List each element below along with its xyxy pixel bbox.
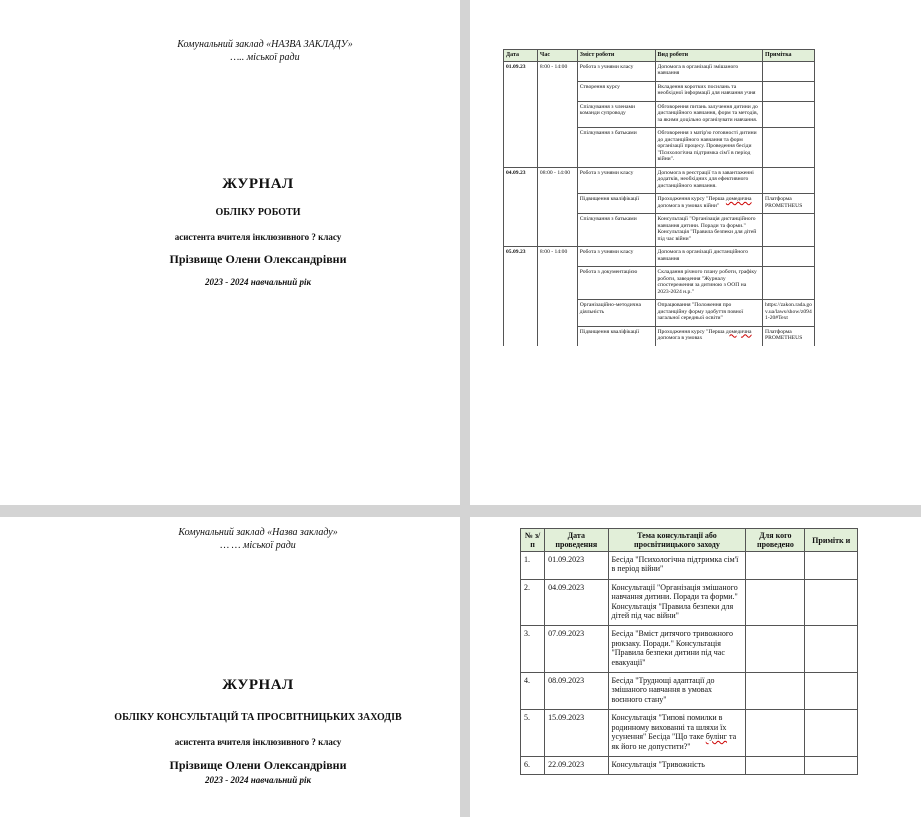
cell-time	[537, 101, 577, 128]
journal-title: ЖУРНАЛ	[222, 677, 294, 693]
cell-time	[537, 194, 577, 214]
header-date: Дата	[504, 50, 538, 62]
page-divider	[460, 517, 470, 817]
person-name: Прізвище Олени Олександрівни	[169, 758, 347, 772]
assistant-role: асистента вчителя інклюзивного ? класу	[174, 232, 342, 242]
page-divider-horizontal	[0, 505, 921, 517]
cell-time	[537, 267, 577, 300]
cell-note	[763, 214, 815, 247]
cell-note: Платформа PROMETHEUS	[763, 194, 815, 214]
person-name: Прізвище Олени Олександрівни	[169, 252, 347, 266]
cell-content: Робота з учнями класу	[577, 61, 655, 81]
journal-title: ЖУРНАЛ	[222, 176, 294, 192]
cell-date: 08.09.2023	[545, 673, 608, 710]
cell-kind: Допомога в реєстрації та в завантаженні додатків, необхідних для ефективного дистанційного навчання.	[655, 167, 763, 194]
table-row	[521, 710, 858, 757]
cell-kind: Обговорення з матір'ю готовності дитини до дистанційного навчання та форм організації процесу. Проведення бесіди "Психологічна підтримка сім'ї в період війни".	[655, 128, 763, 168]
table-row	[504, 194, 815, 214]
cell-number: 3.	[521, 626, 545, 673]
cell-content: Спілкування з членами команди супроводу	[577, 101, 655, 128]
cell-date: 01.09.23	[504, 61, 538, 81]
cell-number: 6.	[521, 756, 545, 774]
cell-kind: Проходження курсу "Перша домедична допомога в умовах війни"	[655, 194, 763, 214]
table-row	[504, 81, 815, 101]
table-row	[504, 214, 815, 247]
cell-audience	[746, 710, 805, 757]
page-cover-work-log	[0, 0, 460, 505]
table-header-row	[504, 50, 815, 62]
cell-notes	[805, 626, 858, 673]
cell-time	[537, 128, 577, 168]
cell-note	[763, 81, 815, 101]
cell-date	[504, 101, 538, 128]
table-row	[521, 579, 858, 626]
cell-notes	[805, 673, 858, 710]
institution-line-2: … … міської ради	[220, 540, 296, 551]
cell-number: 1.	[521, 552, 545, 580]
cell-time: 08:00 - 14:00	[537, 167, 577, 194]
cell-audience	[746, 552, 805, 580]
cell-date: 04.09.2023	[545, 579, 608, 626]
table-row	[521, 626, 858, 673]
cell-note	[763, 61, 815, 81]
consultations-table	[520, 528, 858, 775]
cell-time	[537, 214, 577, 247]
cell-time	[537, 326, 577, 346]
cell-content: Спілкування з батьками	[577, 128, 655, 168]
table-row	[504, 167, 815, 194]
header-time: Час	[537, 50, 577, 62]
cell-note	[763, 167, 815, 194]
cell-kind: Складання річного плану роботи, графіку роботи, заведення "Журналу спостереження за дитиною з ООП на 2023-2024 н.р."	[655, 267, 763, 300]
cell-content: Створення курсу	[577, 81, 655, 101]
cell-date	[504, 214, 538, 247]
journal-subtitle: ОБЛІКУ КОНСУЛЬТАЦІЙ ТА ПРОСВІТНИЦЬКИХ ЗАХОДІВ	[114, 712, 402, 723]
cell-date: 15.09.2023	[545, 710, 608, 757]
assistant-role: асистента вчителя інклюзивного ? класу	[174, 737, 342, 747]
cell-kind: Допомога в організації змішаного навчання	[655, 61, 763, 81]
cell-note	[763, 128, 815, 168]
header-topic: Тема консультації або просвітницького заходу	[608, 529, 746, 552]
table-row	[504, 267, 815, 300]
cell-date: 04.09.23	[504, 167, 538, 194]
cell-content: Підвищення кваліфікації	[577, 326, 655, 346]
institution-line-1: Комунальний заклад «Назва закладу»	[178, 527, 338, 538]
cell-date	[504, 194, 538, 214]
cell-audience	[746, 579, 805, 626]
cell-audience	[746, 756, 805, 774]
cell-content: Спілкування з батьками	[577, 214, 655, 247]
cell-topic: Консультація "Тривожність	[608, 756, 746, 774]
institution-line-2: ….. міської ради	[230, 52, 300, 63]
cell-notes	[805, 579, 858, 626]
journal-subtitle: ОБЛІКУ РОБОТИ	[215, 207, 301, 218]
cell-kind: Консультації "Організація дистанційного навчання дитини. Поради та форми." Консультація "Правила безпеки для дітей під час війни"	[655, 214, 763, 247]
cell-note	[763, 101, 815, 128]
cell-time	[537, 300, 577, 327]
cell-note: Платформа PROMETHEUS	[763, 326, 815, 346]
cell-topic: Бесіда "Вміст дитячого тривожного рюкзаку. Поради." Консультація "Правила безпеки дитини під час евакуації"	[608, 626, 746, 673]
header-audience: Для кого проведено	[746, 529, 805, 552]
table-row	[504, 326, 815, 346]
cell-date	[504, 300, 538, 327]
table-header-row	[521, 529, 858, 552]
header-date: Дата проведення	[545, 529, 608, 552]
cell-date	[504, 326, 538, 346]
cell-content: Робота з документацією	[577, 267, 655, 300]
cell-note	[763, 247, 815, 267]
cell-date: 01.09.2023	[545, 552, 608, 580]
cell-number: 4.	[521, 673, 545, 710]
table-row	[504, 101, 815, 128]
cell-note: https://zakon.rada.gov.ua/laws/show/z0941-20#Text	[763, 300, 815, 327]
table-row	[504, 300, 815, 327]
cell-time	[537, 81, 577, 101]
cell-kind: Вкладення коротких посилань та необхідної інформації для навчання учня	[655, 81, 763, 101]
cell-topic: Бесіда "Психологічна підтримка сім'ї в період війни"	[608, 552, 746, 580]
cell-kind: Обговорення питань залучення дитини до дистанційного навчання, форм та методів, за якими доцільно організувати навчання.	[655, 101, 763, 128]
page-divider	[460, 0, 470, 505]
cell-kind: Допомога в організації дистанційного навчання	[655, 247, 763, 267]
header-number: № з/п	[521, 529, 545, 552]
cell-note	[763, 267, 815, 300]
table-row	[521, 673, 858, 710]
cell-notes	[805, 710, 858, 757]
table-row	[504, 128, 815, 168]
table-row	[504, 247, 815, 267]
header-kind: Вид роботи	[655, 50, 763, 62]
header-content: Зміст роботи	[577, 50, 655, 62]
cell-time: 8:00 - 14:00	[537, 61, 577, 81]
cell-date: 22.09.2023	[545, 756, 608, 774]
cell-date	[504, 128, 538, 168]
cell-number: 2.	[521, 579, 545, 626]
header-notes: Примітк и	[805, 529, 858, 552]
page-cover-consultations	[0, 517, 460, 817]
cell-content: Організаційно-методична діяльність	[577, 300, 655, 327]
cell-notes	[805, 552, 858, 580]
cell-date: 05.09.23	[504, 247, 538, 267]
cell-date	[504, 267, 538, 300]
cell-content: Робота з учнями класу	[577, 247, 655, 267]
cell-date: 07.09.2023	[545, 626, 608, 673]
cell-topic: Консультація "Типові помилки в родинному вихованні та шляхи їх усунення" Бесіда "Що таке булінг та як його не допустити?"	[608, 710, 746, 757]
table-row	[504, 61, 815, 81]
cell-number: 5.	[521, 710, 545, 757]
cell-topic: Консультації "Організація змішаного навчання дитини. Поради та форми." Консультація "Правила безпеки для дітей під час війни"	[608, 579, 746, 626]
academic-year: 2023 - 2024 навчальний рік	[204, 775, 312, 785]
cell-topic: Бесіда "Труднощі адаптації до змішаного навчання в умовах воєнного стану"	[608, 673, 746, 710]
cell-kind: Проходження курсу "Перша домедична допомога в умовах	[655, 326, 763, 346]
table-row	[521, 552, 858, 580]
cell-notes	[805, 756, 858, 774]
cell-kind: Опрацювання "Положення про дистанційну форму здобуття повної загальної середньої освіти"	[655, 300, 763, 327]
cell-audience	[746, 673, 805, 710]
cell-time: 8:00 - 14:00	[537, 247, 577, 267]
work-log-table	[503, 49, 815, 346]
cell-audience	[746, 626, 805, 673]
academic-year: 2023 - 2024 навчальний рік	[204, 277, 312, 287]
cell-content: Підвищення кваліфікації	[577, 194, 655, 214]
table-row	[521, 756, 858, 774]
institution-line-1: Комунальний заклад «НАЗВА ЗАКЛАДУ»	[177, 39, 353, 50]
cell-content: Робота з учнями класу	[577, 167, 655, 194]
cell-date	[504, 81, 538, 101]
header-note: Примітка	[763, 50, 815, 62]
